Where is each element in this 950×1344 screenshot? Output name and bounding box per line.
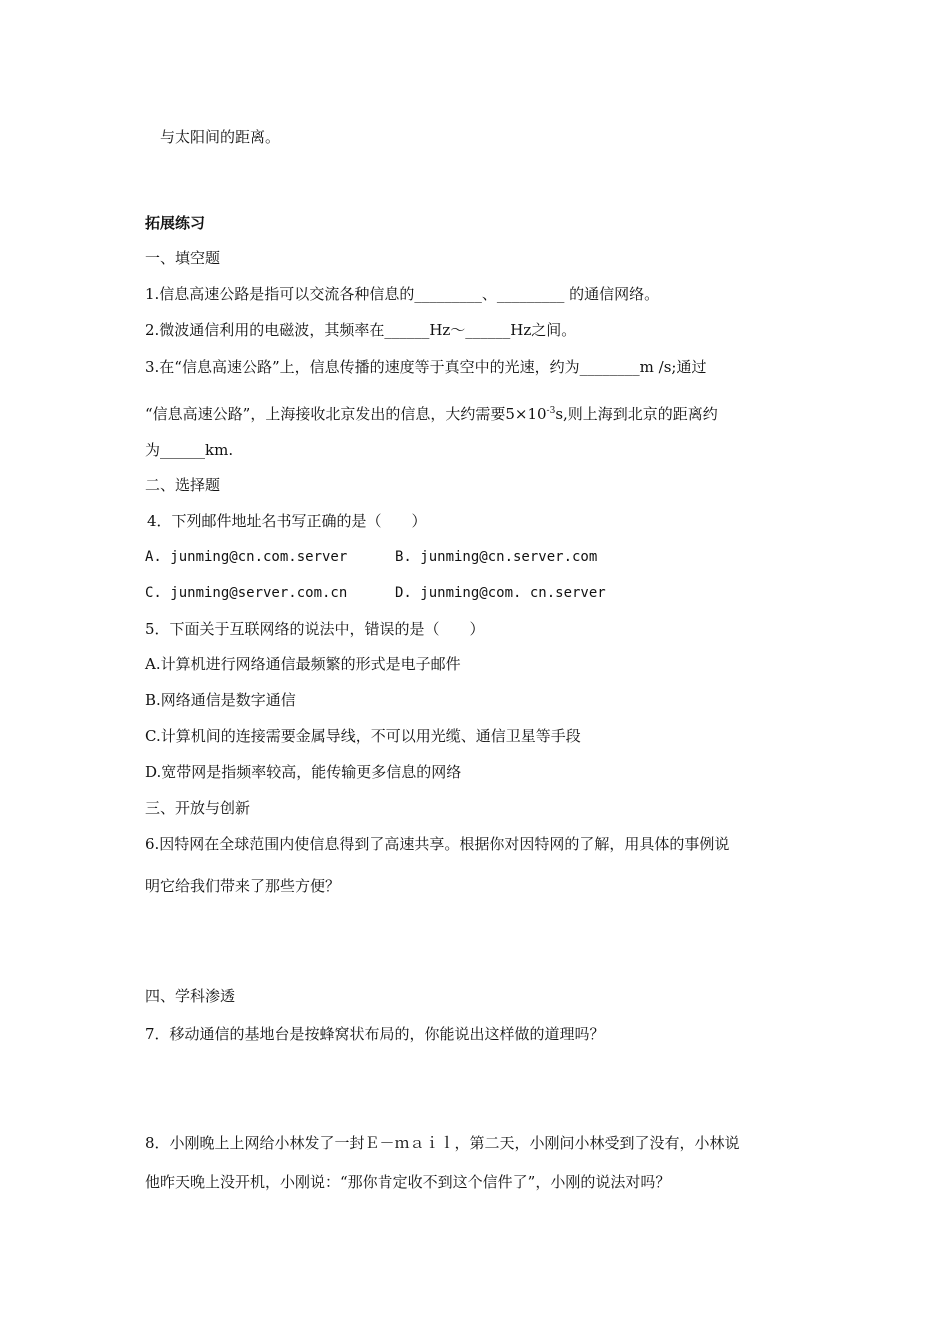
part1-heading: 一、填空题: [145, 249, 221, 267]
q5-option-b: B.网络通信是数字通信: [145, 691, 296, 709]
q4-option-b: B. junming@cn.server.com: [395, 549, 598, 565]
question-8-line1: 8．小刚晚上上网给小林发了一封Ｅ－ｍａｉｌ，第二天，小刚问小林受到了没有，小林说: [145, 1134, 740, 1152]
q3-exponent: -3: [546, 406, 556, 416]
question-3-line1: 3.在“信息高速公路”上，信息传播的速度等于真空中的光速，约为________m /s;通过: [145, 358, 707, 376]
question-3-line3: 为______km.: [145, 441, 234, 459]
part2-heading: 二、选择题: [145, 476, 221, 494]
question-2: 2.微波通信利用的电磁波，其频率在______Hz～______Hz之间。: [145, 321, 577, 339]
q4-option-a: A. junming@cn.com.server: [145, 549, 348, 565]
q3-text-pre: “信息高速公路”，上海接收北京发出的信息，大约需要5×10: [145, 405, 547, 423]
section-title: 拓展练习: [145, 214, 206, 232]
part4-heading: 四、学科渗透: [145, 987, 236, 1005]
question-4: 4．下列邮件地址名书写正确的是（ ）: [147, 512, 427, 530]
q5-option-d: D.宽带网是指频率较高，能传输更多信息的网络: [145, 763, 462, 781]
q5-option-c: C.计算机间的连接需要金属导线，不可以用光缆、通信卫星等手段: [145, 727, 581, 745]
question-7: 7．移动通信的基地台是按蜂窝状布局的，你能说出这样做的道理吗？: [145, 1025, 605, 1043]
question-3-line2: [145, 401, 718, 424]
question-6-line2: 明它给我们带来了那些方便？: [145, 877, 341, 895]
q4-option-c: C. junming@server.com.cn: [145, 585, 348, 601]
q4-option-d: D. junming@com. cn.server: [395, 585, 606, 601]
question-5: 5．下面关于互联网络的说法中，错误的是（ ）: [145, 620, 485, 638]
q5-option-a: A.计算机进行网络通信最频繁的形式是电子邮件: [145, 655, 461, 673]
question-8-line2: 他昨天晚上没开机，小刚说：“那你肯定收不到这个信件了”，小刚的说法对吗？: [145, 1173, 671, 1191]
q3-text-post: s,则上海到北京的距离约: [555, 405, 718, 423]
part3-heading: 三、开放与创新: [145, 799, 251, 817]
question-6-line1: 6.因特网在全球范围内使信息得到了高速共享。根据你对因特网的了解，用具体的事例说: [145, 835, 730, 853]
question-1: 1.信息高速公路是指可以交流各种信息的_________、_________ 的通信网络。: [145, 285, 660, 303]
intro-tail-text: 与太阳间的距离。: [160, 128, 281, 146]
